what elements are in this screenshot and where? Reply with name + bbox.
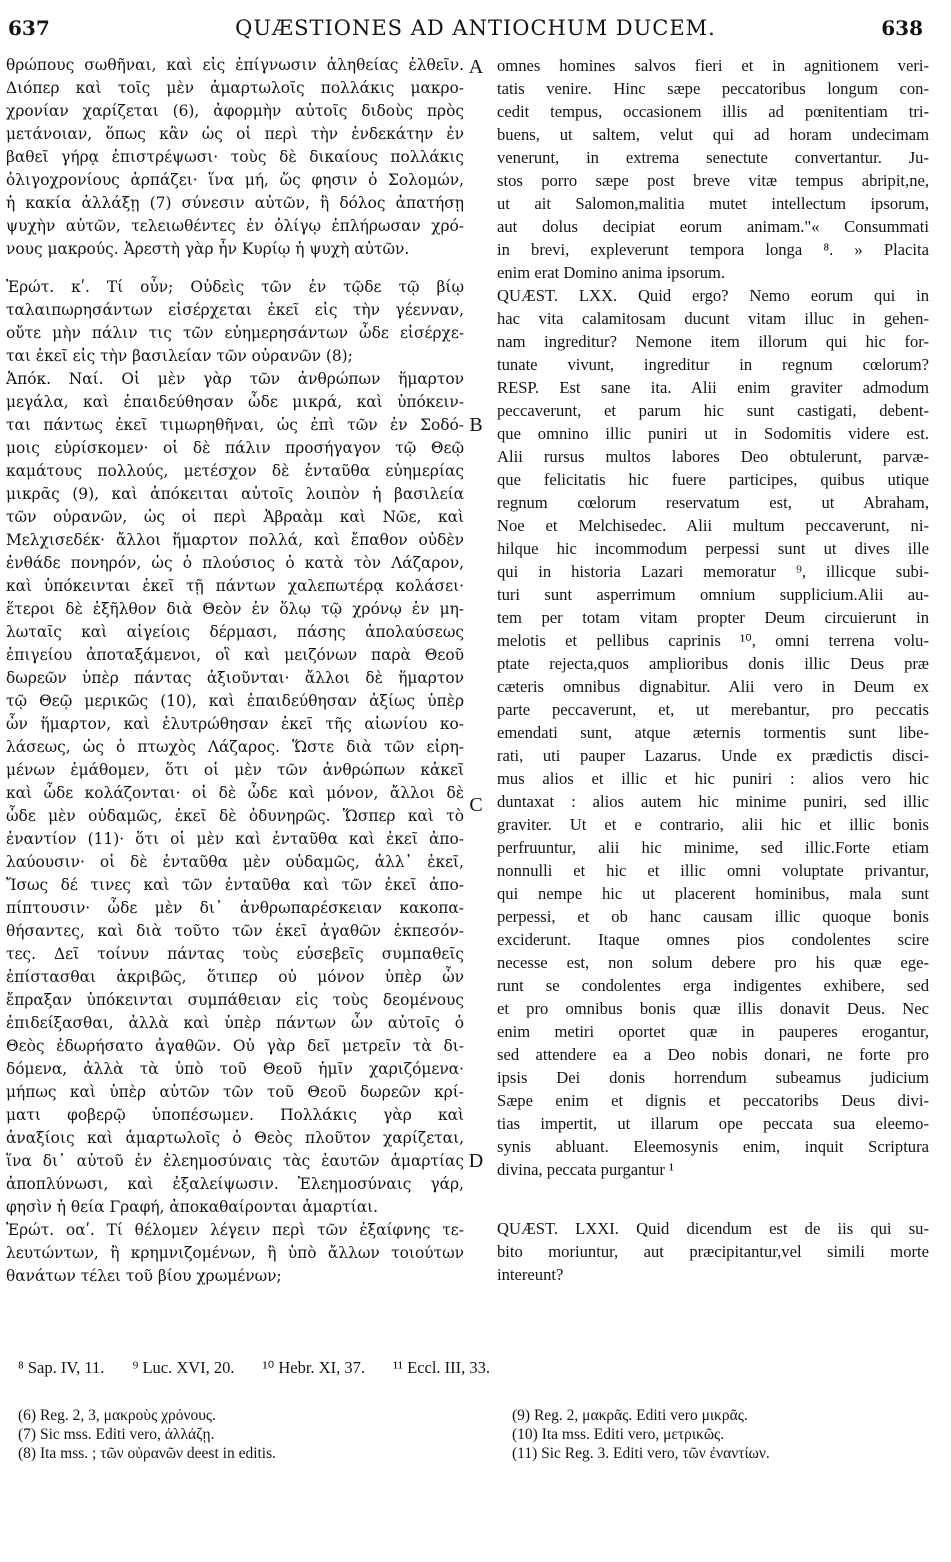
text-line: Ἐρώτ. κʹ. Τί οὖν; Οὐδεὶς τῶν ἐν τῷδε τῷ βίῳ	[6, 278, 464, 296]
latin-column	[497, 54, 929, 1286]
text-line: ἐπιδείξασθαι, ἀλλὰ καὶ ὑπὲρ πάντων ὧν αὐτοῖς ὁ	[6, 1014, 464, 1032]
text-line: nam ingreditur? Nemone item illorum qui hic for-	[497, 332, 929, 351]
text-line: θρώπους σωθῆναι, καὶ εἰς ἐπίγνωσιν ἀληθείας ἐλθεῖν.	[6, 56, 464, 74]
running-header	[0, 10, 951, 40]
text-line: regnum cœlorum reservatum est, ut Abraham,	[497, 493, 929, 512]
text-line: δωρεῶν ὑπὲρ πάντας ἀξιοῦνται· ἄλλοι δὲ ἥμαρτον	[6, 669, 464, 687]
text-line: rati, uti pauper Lazarus. Unde ex prædictis disci-	[497, 746, 929, 765]
text-line: cæteris omnibus dignabitur. Alii vero in Deum ex	[497, 677, 929, 696]
text-line: enim metiri oportet quæ in pauperes erogantur,	[497, 1022, 929, 1041]
variant-note: (7) Sic mss. Editi vero, ἀλλάζῃ.	[18, 1426, 215, 1443]
text-line: ptate rejecta,quos amplioribus donis illic Deus præ	[497, 654, 929, 673]
text-line: turi sunt asperrimum omnium supplicium.Alii au-	[497, 585, 929, 604]
text-line: QUÆST. LXX. Quid ergo? Nemo eorum qui in	[497, 286, 929, 305]
text-line: ὧδε μὲν οὐδαμῶς, ἐκεῖ δὲ ὀδυνηρῶς. Ὥσπερ καὶ τὸ	[6, 807, 464, 825]
text-line: bito moriuntur, aut præcipitantur,vel simili morte	[497, 1242, 929, 1261]
text-line: mus alios et illic et hic puniri : alios vero hic	[497, 769, 929, 788]
text-line: φησὶν ἡ θεία Γραφή, ἀποκαθαίρονται ἁμαρτίαι.	[6, 1198, 379, 1216]
text-line: qui in historia Lazari memoratur ⁹, illicque subi-	[497, 562, 929, 581]
text-line: Διόπερ καὶ τοῖς μὲν ἁμαρτωλοῖς πολλάκις μακρο-	[6, 79, 464, 97]
text-line: Θεὸς ἐδωρήσατο ἀγαθῶν. Οὐ γὰρ δεῖ μετρεῖν τὰ δι-	[6, 1037, 464, 1055]
text-line: ipsis Dei donis horrendum subeamus judicium	[497, 1068, 929, 1087]
text-line: τῶν οὐρανῶν, ὡς οἱ περὶ Ἀβραὰμ καὶ Νῶε, καὶ	[6, 508, 464, 526]
text-line: δόμενα, ἀλλὰ τὰ ὑπὸ τοῦ Θεοῦ ἡμῖν χαριζόμενα·	[6, 1060, 464, 1078]
text-line: ἔπραξαν ὑπόκεινται συμπάθειαν εἰς τοὺς δεομένους	[6, 991, 464, 1009]
text-line: καὶ ὑπόκεινται ἐκεῖ τῇ πάντων χαλεπωτέρᾳ κολάσει·	[6, 577, 464, 595]
text-line: μοις εὑρίσκομεν· οἱ δὲ πάλιν προσήγαγον τῷ Θεῷ	[6, 439, 464, 457]
text-line: tunate vivunt, ingreditur in regnum cœlorum?	[497, 355, 929, 374]
greek-column	[6, 54, 464, 1288]
text-line: μένων ἐμάθομεν, ὅτι οἱ μὲν τῶν ἀνθρώπων κἀκεῖ	[6, 761, 464, 779]
text-line: Sæpe enim et dignis et peccatoribs Deus divi-	[497, 1091, 929, 1110]
text-line: cedit tempus, occasionem illis ad pœnitentiam tri-	[497, 102, 929, 121]
footnote-ref: ⁸ Sap. IV, 11.	[18, 1358, 105, 1377]
text-line: divina, peccata purgantur ¹	[497, 1160, 674, 1179]
text-line: λαύουσιν· οἱ δὲ ἐνταῦθα μὲν οὐδαμῶς, ἀλλ᾽ ἐκεῖ,	[6, 853, 464, 871]
text-line: νους μακρούς. Ἀρεστὴ γὰρ ἦν Κυρίῳ ἡ ψυχὴ αὐτῶν.	[6, 240, 410, 258]
text-line: Ἴσως δέ τινες καὶ τῶν ἐνταῦθα καὶ τῶν ἐκεῖ ἀπο-	[6, 876, 464, 894]
text-line: tias impertit, ut illarum ope peccata sua eleemo-	[497, 1114, 929, 1133]
variant-note: (11) Sic Reg. 3. Editi vero, τῶν ἐναντίων.	[512, 1445, 770, 1462]
text-line: ται ἐκεῖ εἰς τὴν βασιλείαν τῶν οὐρανῶν (8);	[6, 347, 353, 365]
paragraph-gap	[6, 261, 464, 276]
variant-notes-left	[18, 1406, 458, 1463]
text-line: melotis et pellibus caprinis ¹⁰, omni terrena volu-	[497, 631, 929, 650]
text-line: que omnino illic puniri ut in Sodomitis videre est.	[497, 424, 929, 443]
text-line: synis abluant. Eleemosynis enim, inquit Scriptura	[497, 1137, 929, 1156]
text-line: hac vita calamitosam ducunt vitam illuc in gehen-	[497, 309, 929, 328]
text-line: Μελχισεδέκ· ἄλλοι ἥμαρτον πολλά, καὶ ἔπαθον οὐδὲν	[6, 531, 464, 549]
text-line: omnes homines salvos fieri et in agnitionem veri-	[497, 56, 929, 75]
text-line: ἐναντίον (11)· ὅτι οἱ μὲν καὶ ἐνταῦθα καὶ ἐκεῖ ἀπο-	[6, 830, 464, 848]
text-line: Alii rursus multos labores Deo obtulerunt, parvæ-	[497, 447, 929, 466]
right-page-number: 638	[881, 16, 923, 40]
text-line: ἡ κακία ἀλλάξῃ (7) σύνεσιν αὐτῶν, ἢ δόλος ἀπατήσῃ	[6, 194, 464, 212]
text-line: ἐνθάδε πονηρόν, ὡς ὁ πλούσιος ὁ κατὰ τὸν Λάζαρον,	[6, 554, 464, 572]
text-line: λευτώντων, ἢ κρημνιζομένων, ἢ ὑπὸ ἄλλων τοιούτων	[6, 1244, 464, 1262]
left-page-number: 637	[8, 16, 50, 40]
text-line: ἐπίστασθαι ἀκριβῶς, ὅτιπερ οὐ μόνον ὑπὲρ ὧν	[6, 968, 464, 986]
text-line: hilque hic incommodum perpessi sunt ut dives ille	[497, 539, 929, 558]
margin-marker-c: C	[469, 794, 483, 816]
text-line: ἵνα δι᾽ αὐτοῦ ἐν ἐλεημοσύναις τὰς ἑαυτῶν ἁμαρτίας	[6, 1152, 464, 1170]
text-line: μήπως καὶ ὑπὲρ αὐτῶν τῶν τοῦ Θεοῦ δωρεῶν κρί-	[6, 1083, 464, 1101]
text-line: ταλαιπωρησάντων εἰσέρχεται ἐκεῖ εἰς τὴν γέενναν,	[6, 301, 464, 319]
text-line: RESP. Est sane ita. Alii enim graviter admodum	[497, 378, 929, 397]
margin-marker-b: B	[469, 414, 483, 436]
text-line: ται πάντως ἐκεῖ τιμωρηθῆναι, ὡς ἐπὶ τῶν ἐν Σοδό-	[6, 416, 464, 434]
footnote-ref: ¹¹ Eccl. III, 33.	[393, 1358, 491, 1377]
text-line: ὀλιγοχρονίους ἁρπάζει· ἵνα μή, ὥς φησιν ὁ Σολομών,	[6, 171, 464, 189]
margin-marker-a: A	[468, 56, 484, 78]
footnote-ref: ¹⁰ Hebr. XI, 37.	[262, 1358, 365, 1377]
scripture-footnotes	[18, 1358, 918, 1378]
text-line: μικρᾶς (9), καὶ ἀπόκειται αὐτοῖς λοιπὸν ἡ βασιλεία	[6, 485, 464, 503]
running-title: QUÆSTIONES AD ANTIOCHUM DUCEM.	[235, 16, 716, 40]
text-line: μεγάλα, καὶ ἐπαιδεύθησαν ὧδε μικρά, καὶ ὑπόκειν-	[6, 393, 464, 411]
text-line: μετάνοιαν, ὅπως κἂν ὡς οἱ περὶ τὴν ἑνδεκάτην ἐν	[6, 125, 464, 143]
text-line: stos porro sæpe post breve vitæ tempus abripit,ne,	[497, 171, 929, 190]
text-line: sed attendere ea a Deo nobis donari, ne forte pro	[497, 1045, 929, 1064]
text-line: ἀποπλύνωσι, καὶ ἐξαλείψωσιν. Ἐλεημοσύναις γάρ,	[6, 1175, 464, 1193]
text-line: runt se condolentes erga indigentes exhibere, sed	[497, 976, 929, 995]
text-line: χρονίαν χαρίζεται (6), ἀφορμὴν αὐτοῖς διδοὺς πρὸς	[6, 102, 464, 120]
text-line: ψυχὴν αὐτῶν, τελειωθέντες ἐν ὀλίγῳ ἐπλήρωσαν χρό-	[6, 217, 464, 235]
text-line: πίπτουσιν· ὧδε μὲν δι᾽ ἀνθρωπαρέσκειαν κακοπα-	[6, 899, 464, 917]
text-line: λάσεως, ὡς ὁ πτωχὸς Λάζαρος. Ὥστε διὰ τῶν εἰρη-	[6, 738, 464, 756]
text-line: necesse est, non solum debere pro his quæ ege-	[497, 953, 929, 972]
paragraph-gap	[497, 1181, 929, 1217]
text-line: θανάτων τέλει τοῦ βίου χρωμένων;	[6, 1267, 282, 1285]
text-line: peccaverunt, et parum hic sunt castigati, debent-	[497, 401, 929, 420]
text-line: qui nempe hic ut placerent hominibus, mala sunt	[497, 884, 929, 903]
text-line: τῷ Θεῷ μερικῶς (10), καὶ ἐπαιδεύθησαν ἀξίως ὑπὲρ	[6, 692, 464, 710]
variant-notes-right	[512, 1406, 932, 1463]
text-line: θήσαντες, καὶ διὰ τοῦτο τῶν ἐκεῖ ἀγαθῶν ἐκπεσόν-	[6, 922, 464, 940]
text-line: λωταῖς καὶ αἰγείοις δέρμασι, πάσης ἀπολαύσεως	[6, 623, 464, 641]
variant-note: (10) Ita mss. Editi vero, μετρικῶς.	[512, 1426, 725, 1443]
text-line: venerunt, in extrema senectute convertantur. Ju-	[497, 148, 929, 167]
variant-note: (8) Ita mss. ; τῶν οὐρανῶν deest in editis.	[18, 1445, 277, 1462]
text-line: tem per totam vitam propter Deum circuierunt in	[497, 608, 929, 627]
text-line: aut dolus decipiat eorum animam."« Consummati	[497, 217, 929, 236]
variant-note: (6) Reg. 2, 3, μακροὺς χρόνους.	[18, 1407, 216, 1424]
text-line: ἀναξίοις καὶ ἁμαρτωλοῖς ὁ Θεὸς πλοῦτον χαρίζεται,	[6, 1129, 464, 1147]
text-line: parte peccaverunt, et, ut merebantur, pro peccatis	[497, 700, 929, 719]
text-line: ἕτεροι δὲ ἐξῆλθον διὰ Θεὸν ἐν ὅλῳ τῷ χρόνῳ ἐν μη-	[6, 600, 464, 618]
text-line: τες. Δεῖ τοίνυν πάντας τοὺς εὐσεβεῖς συμπαθεῖς	[6, 945, 464, 963]
footnote-ref: ⁹ Luc. XVI, 20.	[132, 1358, 235, 1377]
text-line: buens, ut saltem, velut qui ad horam undecimam	[497, 125, 929, 144]
text-line: que felicitatis hic fuere participes, quibus utique	[497, 470, 929, 489]
text-line: exciderunt. Itaque omnes pios condolentes scire	[497, 930, 929, 949]
text-line: Noe et Melchisedec. Alii multum peccaverunt, ni-	[497, 516, 929, 535]
text-line: QUÆST. LXXI. Quid dicendum est de iis qui su-	[497, 1219, 929, 1238]
text-line: ὧν ἥμαρτον, καὶ ἐλυτρώθησαν ἐκεῖ τῆς αἰωνίου κο-	[6, 715, 464, 733]
text-line: perfruuntur, alii hic minime, sed illic.Forte etiam	[497, 838, 929, 857]
text-line: graviter. Ut et e contrario, alii hic et illic bonis	[497, 815, 929, 834]
text-line: Ἀπόκ. Ναί. Οἱ μὲν γὰρ τῶν ἀνθρώπων ἥμαρτον	[6, 370, 464, 388]
margin-marker-d: D	[468, 1150, 484, 1172]
text-line: intereunt?	[497, 1265, 564, 1284]
text-line: ματι φοβερῷ ὑποπέσωμεν. Πολλάκις γὰρ καὶ	[6, 1106, 464, 1124]
text-line: καμάτους πολλούς, μετέσχον δὲ ἐνταῦθα εὐημερίας	[6, 462, 464, 480]
text-line: βαθεῖ γήρᾳ ἐπιστρέψωσι· τοὺς δὲ δικαίους πολλάκις	[6, 148, 464, 166]
text-line: emendati sunt, atque æternis tormentis sunt libe-	[497, 723, 929, 742]
text-line: ἐπιγείου ἀποταξάμενοι, οἳ καὶ μειζόνων παρὰ Θεοῦ	[6, 646, 464, 664]
text-line: οὔτε μὴν πάλιν τις τῶν εὐημερησάντων ὧδε εἰσέρχε-	[6, 324, 464, 342]
text-line: perpessi, et ob hanc causam illic quoque bonis	[497, 907, 929, 926]
text-line: et pro omnibus bonis quæ illis donavit Deus. Nec	[497, 999, 929, 1018]
text-line: nonnulli et hic et illic omni voluptate privantur,	[497, 861, 929, 880]
text-line: tatis venire. Hinc sæpe peccatoribus longum con-	[497, 79, 929, 98]
text-line: in brevi, expleverunt tempora longa ⁸. » Placita	[497, 240, 929, 259]
variant-note: (9) Reg. 2, μακρᾶς. Editi vero μικρᾶς.	[512, 1407, 748, 1424]
text-line: ut ait Salomon,malitia mutet intellectum ipsorum,	[497, 194, 929, 213]
text-line: καὶ ὧδε κολάζονται· οἱ δὲ ὧδε καὶ μόνον, ἄλλοι δὲ	[6, 784, 464, 802]
text-line: enim erat Domino anima ipsorum.	[497, 263, 726, 282]
text-line: Ἐρώτ. οαʹ. Τί θέλομεν λέγειν περὶ τῶν ἐξαίφνης τε-	[6, 1221, 464, 1239]
text-line: duntaxat : alios autem hic minime puniri, sed illic	[497, 792, 929, 811]
